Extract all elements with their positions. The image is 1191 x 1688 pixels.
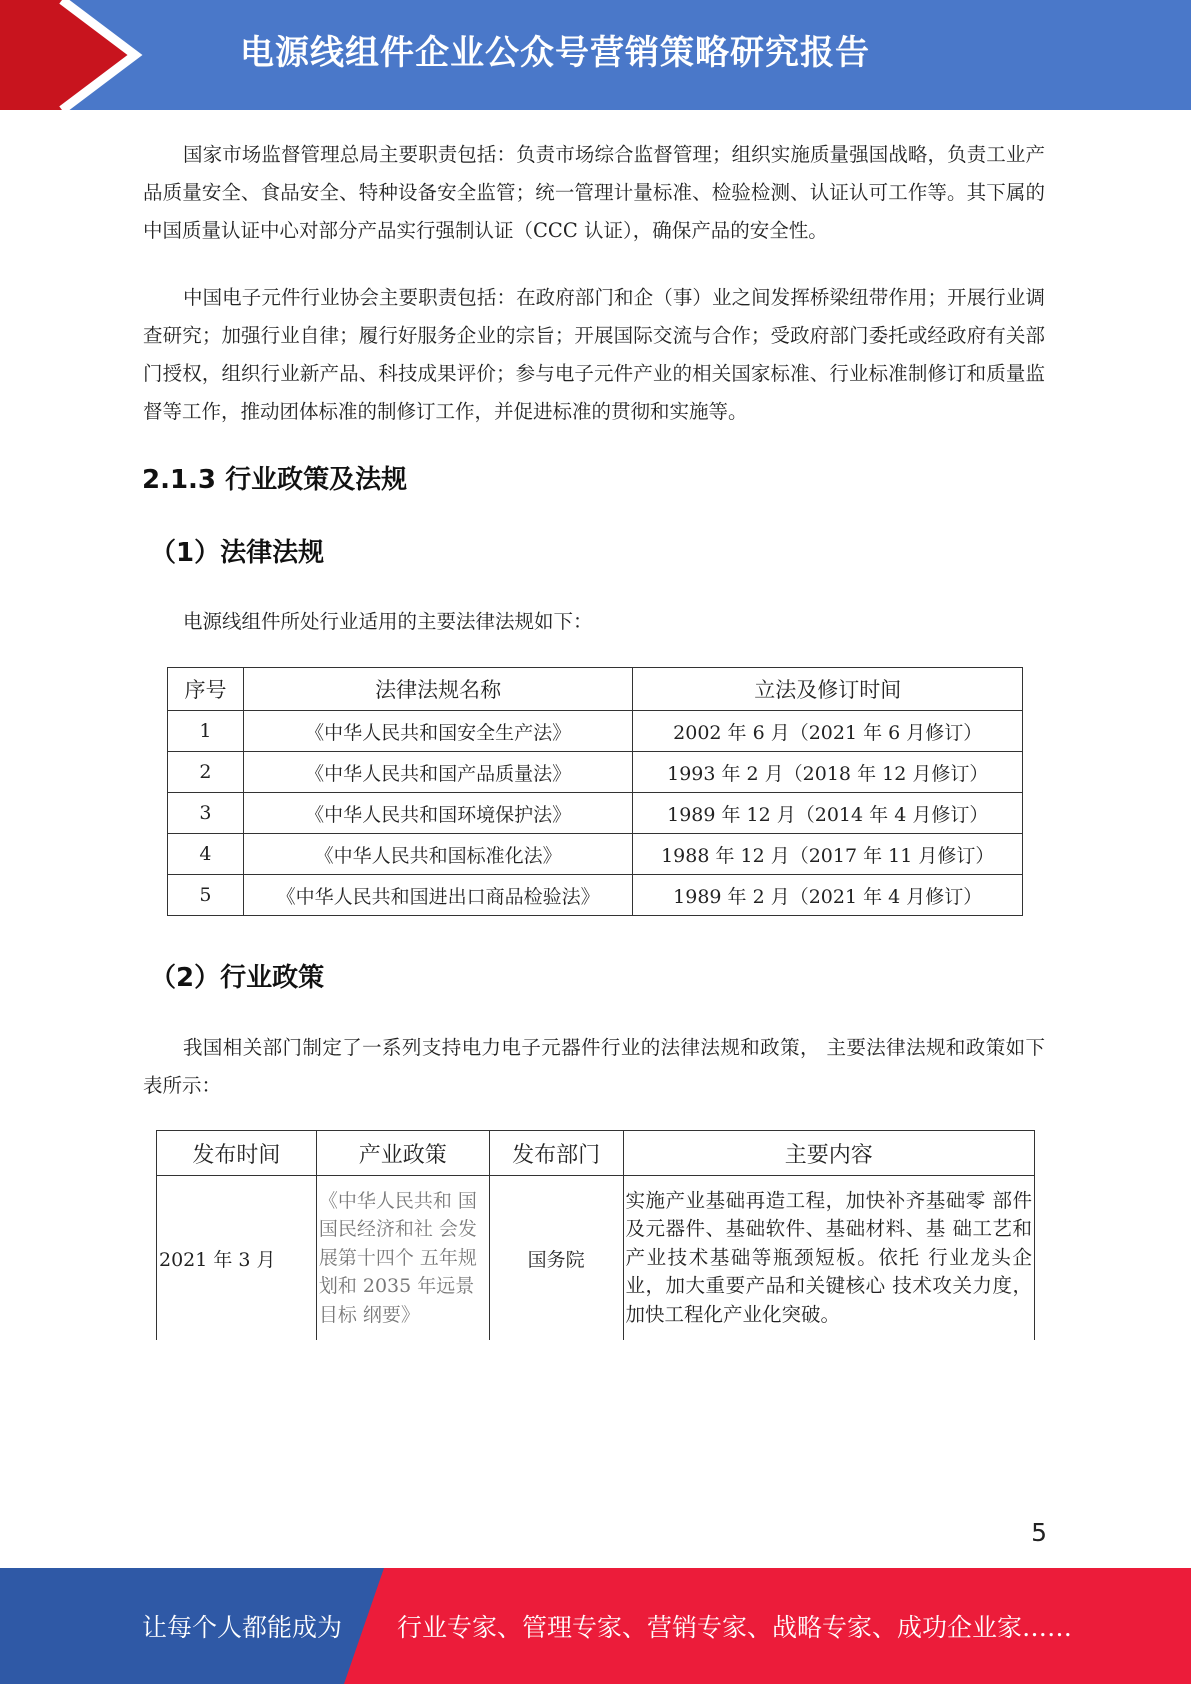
law-name: 《中华人民共和国产品质量法》 (243, 752, 633, 793)
column-header: 序号 (168, 668, 244, 711)
footer-slogan-right: 行业专家、管理专家、营销专家、战略专家、成功企业家…… (397, 1613, 1073, 1642)
law-date: 1989 年 2 月（2021 年 4 月修订） (633, 875, 1023, 916)
table-header-row (157, 1131, 1035, 1176)
row-number: 1 (168, 711, 244, 752)
page-number: 5 (1031, 1518, 1047, 1547)
policy-content: 实施产业基础再造工程，加快补齐基础零 部件及元器件、基础软件、基础材料、基 础工艺和产业技术基础等瓶颈短板。依托 行业龙头企业，加大重要产品和关键核心 技术攻关力度，加快工程化产业化突破。 (623, 1176, 1035, 1341)
law-date: 2002 年 6 月（2021 年 6 月修订） (633, 711, 1023, 752)
table-row (157, 1176, 1035, 1341)
column-header: 发布时间 (157, 1131, 317, 1176)
section-heading: 2.1.3 行业政策及法规 (142, 465, 408, 495)
policy-heading: （2）行业政策 (150, 963, 325, 993)
footer-band (0, 1568, 1191, 1684)
footer-slogan-left: 让每个人都能成为 (142, 1613, 343, 1642)
table-row (168, 711, 1023, 752)
table-row (168, 834, 1023, 875)
law-name: 《中华人民共和国标准化法》 (243, 834, 633, 875)
policy-date: 2021 年 3 月 (157, 1176, 317, 1341)
column-header: 主要内容 (623, 1131, 1035, 1176)
law-date: 1993 年 2 月（2018 年 12 月修订） (633, 752, 1023, 793)
report-title: 电源线组件企业公众号营销策略研究报告 (240, 33, 870, 73)
paragraph-cecc: 中国电子元件行业协会主要职责包括：在政府部门和企（事）业之间发挥桥梁纽带作用；开展行业调查研究；加强行业自律；履行好服务企业的宗旨；开展国际交流与合作；受政府部门委托或经政府有关部门授权，组织行业新产品、科技成果评价；参与电子元件产业的相关国家标准、行业标准制修订和质量监督等工作，推动团体标准的制修订工作，并促进标准的贯彻和实施等。 (143, 286, 1045, 423)
table-row (168, 793, 1023, 834)
law-name: 《中华人民共和国安全生产法》 (243, 711, 633, 752)
row-number: 5 (168, 875, 244, 916)
policy-intro: 我国相关部门制定了一系列支持电力电子元器件行业的法律法规和政策， 主要法律法规和政策如下表所示： (143, 1036, 1045, 1097)
laws-table (167, 667, 1023, 916)
header-band (0, 0, 1191, 110)
chevron-arrow-icon (0, 0, 160, 110)
column-header: 产业政策 (316, 1131, 489, 1176)
law-name: 《中华人民共和国进出口商品检验法》 (243, 875, 633, 916)
column-header: 法律法规名称 (243, 668, 633, 711)
laws-intro: 电源线组件所处行业适用的主要法律法规如下： (183, 610, 593, 633)
column-header: 发布部门 (489, 1131, 623, 1176)
law-name: 《中华人民共和国环境保护法》 (243, 793, 633, 834)
policy-department: 国务院 (489, 1176, 623, 1341)
row-number: 2 (168, 752, 244, 793)
law-date: 1989 年 12 月（2014 年 4 月修订） (633, 793, 1023, 834)
policy-table (156, 1130, 1035, 1340)
row-number: 4 (168, 834, 244, 875)
laws-heading: （1）法律法规 (150, 538, 325, 568)
table-header-row (168, 668, 1023, 711)
column-header: 立法及修订时间 (633, 668, 1023, 711)
table-row (168, 752, 1023, 793)
law-date: 1988 年 12 月（2017 年 11 月修订） (633, 834, 1023, 875)
row-number: 3 (168, 793, 244, 834)
policy-name: 《中华人民共和 国国民经济和社 会发展第十四个 五年规划和 2035 年远景目标 纲要》 (316, 1176, 489, 1341)
table-row (168, 875, 1023, 916)
paragraph-samr: 国家市场监督管理总局主要职责包括：负责市场综合监督管理；组织实施质量强国战略，负责工业产品质量安全、食品安全、特种设备安全监管；统一管理计量标准、检验检测、认证认可工作等。其下属的中国质量认证中心对部分产品实行强制认证（CCC 认证），确保产品的安全性。 (143, 143, 1045, 242)
